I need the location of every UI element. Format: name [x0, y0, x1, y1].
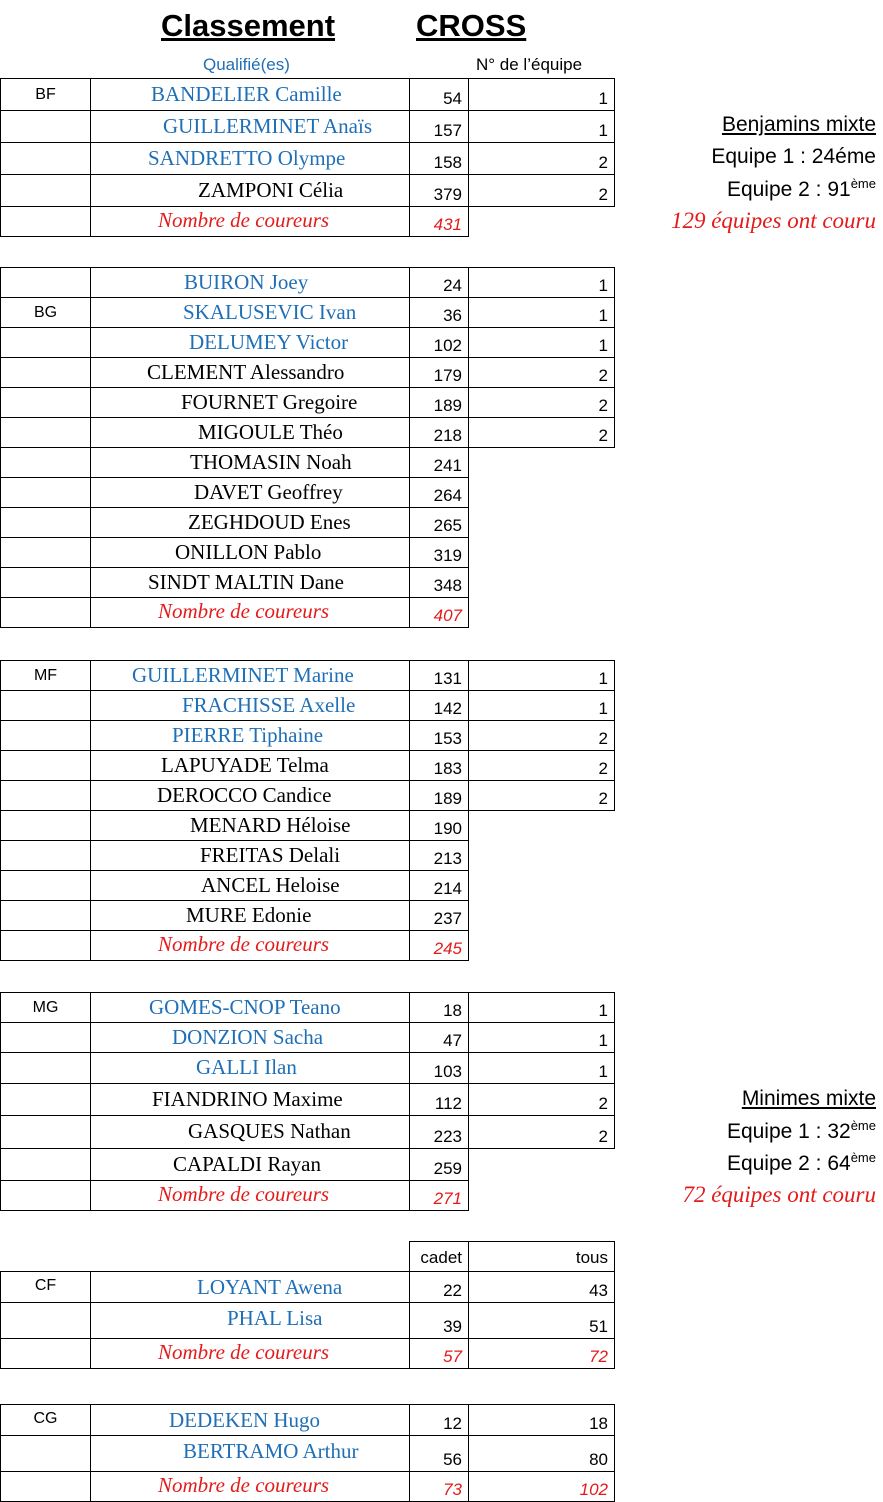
- team-number: 2: [598, 759, 608, 778]
- total-cadet: 73: [443, 1480, 462, 1499]
- rank-cell: [409, 810, 469, 841]
- category-label: BG: [33, 304, 58, 321]
- benjamins-team2-sup: ème: [850, 176, 876, 191]
- team-number: 2: [598, 789, 608, 808]
- cadet-rank-cell: [409, 1404, 469, 1436]
- category-cell: [0, 507, 91, 538]
- name-cell: [90, 507, 410, 538]
- page-title-classement: Classement: [161, 8, 336, 43]
- runner-rank: 379: [433, 185, 462, 204]
- category-cell: [0, 1404, 91, 1436]
- team-number: 1: [598, 669, 608, 688]
- name-cell: [90, 840, 410, 871]
- minimes-teams-ran: 72 équipes ont couru: [682, 1182, 876, 1207]
- team-number: 1: [598, 121, 608, 140]
- runner-name: BUIRON Joey: [184, 270, 309, 294]
- runner-name: BERTRAMO Arthur: [183, 1439, 359, 1463]
- total-cell: [409, 930, 469, 961]
- rank-cell: [409, 750, 469, 781]
- category-cell: [0, 992, 91, 1023]
- tous-rank: 80: [589, 1450, 608, 1469]
- category-cell: [0, 1052, 91, 1084]
- runner-rank: 157: [433, 121, 462, 140]
- category-cell: [0, 930, 91, 961]
- minimes-team2-sup: ème: [850, 1150, 876, 1165]
- name-cell: [90, 174, 410, 207]
- total-tous: 102: [579, 1480, 608, 1499]
- runner-name: DAVET Geoffrey: [194, 480, 343, 504]
- category-label: CF: [34, 1277, 57, 1294]
- runner-name: SKALUSEVIC Ivan: [183, 300, 357, 324]
- name-cell: [90, 992, 410, 1023]
- total-label: Nombre de coureurs: [158, 932, 330, 956]
- name-cell: [90, 1271, 410, 1303]
- name-cell: [90, 477, 410, 508]
- runner-name: CLEMENT Alessandro: [147, 360, 345, 384]
- name-cell: [90, 720, 410, 751]
- team-cell: [468, 720, 615, 751]
- rank-cell: [409, 660, 469, 691]
- benjamins-team2: [727, 176, 876, 202]
- cadet-rank: 39: [443, 1317, 462, 1336]
- rank-cell: [409, 1083, 469, 1116]
- minimes-team1: [727, 1118, 876, 1144]
- total-label: Nombre de coureurs: [158, 599, 330, 623]
- benjamins-teams-ran: 129 équipes ont couru: [670, 208, 876, 233]
- total-cell: [409, 1338, 469, 1369]
- runner-rank: 264: [433, 486, 462, 505]
- tous-rank-cell: [468, 1271, 615, 1303]
- name-cell: [90, 1022, 410, 1053]
- team-cell: [468, 1022, 615, 1053]
- runner-name: LOYANT Awena: [197, 1275, 343, 1299]
- runner-name: MURE Edonie: [186, 903, 312, 927]
- team-number: 1: [598, 1001, 608, 1020]
- category-cell: [0, 357, 91, 388]
- cadet-header-cell: [409, 1241, 469, 1272]
- cadet-rank: 22: [443, 1281, 462, 1300]
- runner-rank: 158: [433, 153, 462, 172]
- runner-name: CAPALDI Rayan: [173, 1152, 321, 1176]
- name-cell: [90, 870, 410, 901]
- total-tous: 72: [589, 1347, 608, 1366]
- name-cell: [90, 110, 410, 143]
- rank-cell: [409, 1148, 469, 1181]
- team-number: 2: [598, 1127, 608, 1146]
- page-title-cross: CROSS: [416, 8, 527, 43]
- runner-name: FIANDRINO Maxime: [152, 1087, 343, 1111]
- runner-rank: 214: [433, 879, 462, 898]
- team-cell: [468, 327, 615, 358]
- team-cell: [468, 174, 615, 207]
- team-cell: [468, 1052, 615, 1084]
- total-label-cell: [90, 1471, 410, 1502]
- category-cell: [0, 142, 91, 175]
- rank-cell: [409, 110, 469, 143]
- name-cell: [90, 567, 410, 598]
- rank-cell: [409, 780, 469, 811]
- team-number: 1: [598, 699, 608, 718]
- runner-name: FREITAS Delali: [200, 843, 341, 867]
- runner-name: MENARD Héloise: [190, 813, 351, 837]
- team-number: 2: [598, 185, 608, 204]
- team-number: 1: [598, 276, 608, 295]
- qualified-column-header: Qualifié(es): [203, 55, 290, 74]
- category-cell: [0, 537, 91, 568]
- runner-rank: 112: [434, 1094, 462, 1113]
- rank-cell: [409, 1052, 469, 1084]
- runner-name: GALLI Ilan: [196, 1055, 297, 1079]
- total-label: Nombre de coureurs: [158, 1340, 330, 1364]
- name-cell: [90, 1148, 410, 1181]
- team-number: 2: [598, 153, 608, 172]
- minimes-title: Minimes mixte: [741, 1087, 876, 1110]
- rank-cell: [409, 417, 469, 448]
- runner-rank: 102: [433, 336, 462, 355]
- total-label-cell: [90, 206, 410, 237]
- tous-rank: 51: [589, 1317, 608, 1336]
- runner-rank: 189: [433, 396, 462, 415]
- category-cell: [0, 690, 91, 721]
- runner-rank: 213: [433, 849, 462, 868]
- runner-rank: 190: [433, 819, 462, 838]
- category-cell: [0, 900, 91, 931]
- team-number: 1: [598, 1062, 608, 1081]
- category-cell: [0, 780, 91, 811]
- runner-name: DONZION Sacha: [172, 1025, 324, 1049]
- total-cadet: 57: [443, 1347, 462, 1366]
- category-cell: [0, 1271, 91, 1303]
- runner-rank: 218: [433, 426, 462, 445]
- runner-rank: 103: [433, 1062, 462, 1081]
- team-number: 2: [598, 396, 608, 415]
- runner-name: FOURNET Gregoire: [181, 390, 358, 414]
- runner-name: ONILLON Pablo: [175, 540, 322, 564]
- total-label: Nombre de coureurs: [158, 208, 330, 232]
- name-cell: [90, 810, 410, 841]
- category-cell: [0, 267, 91, 298]
- team-cell: [468, 690, 615, 721]
- category-cell: [0, 447, 91, 478]
- total-cell: [468, 1338, 615, 1369]
- total-label: Nombre de coureurs: [158, 1473, 330, 1497]
- runner-rank: 54: [443, 89, 462, 108]
- name-cell: [90, 142, 410, 175]
- category-cell: [0, 567, 91, 598]
- runner-name: LAPUYADE Telma: [161, 753, 329, 777]
- runner-name: PIERRE Tiphaine: [172, 723, 324, 747]
- category-cell: [0, 1022, 91, 1053]
- category-cell: [0, 1338, 91, 1369]
- total-runners: 271: [433, 1189, 462, 1208]
- name-cell: [90, 447, 410, 478]
- runner-rank: 24: [443, 276, 462, 295]
- rank-cell: [409, 900, 469, 931]
- minimes-team2-text: Equipe 2 : 64: [726, 1152, 851, 1175]
- category-label: MG: [32, 999, 59, 1016]
- total-label-cell: [90, 930, 410, 961]
- category-cell: [0, 720, 91, 751]
- runner-name: ZEGHDOUD Enes: [188, 510, 351, 534]
- total-label: Nombre de coureurs: [158, 1182, 330, 1206]
- runner-name: ZAMPONI Célia: [198, 178, 344, 202]
- name-cell: [90, 327, 410, 358]
- name-cell: [90, 537, 410, 568]
- name-cell: [90, 357, 410, 388]
- total-cell: [409, 206, 469, 237]
- name-cell: [90, 267, 410, 298]
- cadet-column-header: cadet: [420, 1248, 462, 1267]
- category-cell: [0, 1302, 91, 1339]
- team-cell: [468, 78, 615, 111]
- tous-rank: 43: [589, 1281, 608, 1300]
- total-label-cell: [90, 1180, 410, 1211]
- runner-name: DEDEKEN Hugo: [169, 1408, 321, 1432]
- name-cell: [90, 1302, 410, 1339]
- total-cell: [409, 1471, 469, 1502]
- runner-name: SANDRETTO Olympe: [148, 146, 346, 170]
- tous-header-cell: [468, 1241, 615, 1272]
- category-cell: [0, 1115, 91, 1149]
- rank-cell: [409, 142, 469, 175]
- category-cell: [0, 417, 91, 448]
- total-cell: [409, 1180, 469, 1211]
- runner-rank: 319: [433, 546, 462, 565]
- name-cell: [90, 1435, 410, 1472]
- name-cell: [90, 780, 410, 811]
- category-cell: [0, 110, 91, 143]
- team-cell: [468, 992, 615, 1023]
- tous-rank: 18: [589, 1414, 608, 1433]
- runner-rank: 259: [433, 1159, 462, 1178]
- total-cell: [468, 1471, 615, 1502]
- rank-cell: [409, 174, 469, 207]
- name-cell: [90, 78, 410, 111]
- runner-rank: 348: [433, 576, 462, 595]
- runner-name: DEROCCO Candice: [157, 783, 332, 807]
- category-label: MF: [33, 667, 58, 684]
- name-cell: [90, 750, 410, 781]
- name-cell: [90, 387, 410, 418]
- cadet-rank-cell: [409, 1271, 469, 1303]
- name-cell: [90, 1083, 410, 1116]
- benjamins-team1: Equipe 1 : 24éme: [711, 145, 876, 168]
- category-cell: [0, 1435, 91, 1472]
- team-cell: [468, 297, 615, 328]
- minimes-team2: [727, 1150, 876, 1176]
- category-cell: [0, 660, 91, 691]
- category-cell: [0, 327, 91, 358]
- rank-cell: [409, 477, 469, 508]
- minimes-team1-sup: ème: [850, 1118, 876, 1133]
- team-number: 2: [598, 729, 608, 748]
- category-cell: [0, 810, 91, 841]
- rank-cell: [409, 297, 469, 328]
- runner-name: THOMASIN Noah: [190, 450, 352, 474]
- runner-name: SINDT MALTIN Dane: [148, 570, 344, 594]
- name-cell: [90, 1052, 410, 1084]
- category-cell: [0, 870, 91, 901]
- benjamins-title: Benjamins mixte: [721, 113, 876, 136]
- tous-column-header: tous: [575, 1248, 608, 1267]
- rank-cell: [409, 567, 469, 598]
- name-cell: [90, 417, 410, 448]
- rank-cell: [409, 992, 469, 1023]
- runner-name: ANCEL Heloise: [201, 873, 340, 897]
- rank-cell: [409, 690, 469, 721]
- category-label: CG: [33, 1410, 58, 1427]
- tous-rank-cell: [468, 1435, 615, 1472]
- team-cell: [468, 357, 615, 388]
- team-cell: [468, 387, 615, 418]
- runner-name: DELUMEY Victor: [189, 330, 349, 354]
- total-label-cell: [90, 1338, 410, 1369]
- tous-rank-cell: [468, 1404, 615, 1436]
- category-cell: [0, 206, 91, 237]
- rank-cell: [409, 870, 469, 901]
- runner-name: GUILLERMINET Anaïs: [163, 114, 373, 138]
- team-cell: [468, 750, 615, 781]
- runner-rank: 237: [433, 909, 462, 928]
- benjamins-team2-text: Equipe 2 : 91: [726, 178, 851, 201]
- runner-rank: 265: [433, 516, 462, 535]
- name-cell: [90, 900, 410, 931]
- category-cell: [0, 1471, 91, 1502]
- runner-rank: 47: [443, 1031, 462, 1050]
- rank-cell: [409, 267, 469, 298]
- team-number: 1: [598, 336, 608, 355]
- team-number-column-header: N° de l’équipe: [476, 55, 583, 74]
- team-number: 1: [598, 89, 608, 108]
- runner-rank: 18: [443, 1001, 462, 1020]
- category-cell: [0, 78, 91, 111]
- team-cell: [468, 110, 615, 143]
- cadet-rank: 56: [443, 1450, 462, 1469]
- runner-name: GOMES-CNOP Teano: [149, 995, 341, 1019]
- team-number: 2: [598, 426, 608, 445]
- runner-rank: 179: [433, 366, 462, 385]
- name-cell: [90, 297, 410, 328]
- name-cell: [90, 660, 410, 691]
- rank-cell: [409, 327, 469, 358]
- team-cell: [468, 1083, 615, 1116]
- team-cell: [468, 267, 615, 298]
- team-cell: [468, 780, 615, 811]
- tous-rank-cell: [468, 1302, 615, 1339]
- category-cell: [0, 477, 91, 508]
- category-cell: [0, 597, 91, 628]
- category-cell: [0, 297, 91, 328]
- total-runners: 407: [433, 606, 462, 625]
- rank-cell: [409, 387, 469, 418]
- runner-rank: 183: [433, 759, 462, 778]
- runner-name: BANDELIER Camille: [151, 82, 342, 106]
- category-cell: [0, 1148, 91, 1181]
- team-cell: [468, 660, 615, 691]
- runner-rank: 142: [433, 699, 462, 718]
- cadet-rank: 12: [443, 1414, 462, 1433]
- rank-cell: [409, 447, 469, 478]
- runner-name: GUILLERMINET Marine: [132, 663, 354, 687]
- name-cell: [90, 690, 410, 721]
- team-number: 1: [598, 306, 608, 325]
- rank-cell: [409, 78, 469, 111]
- rank-cell: [409, 1115, 469, 1149]
- rank-cell: [409, 840, 469, 871]
- team-cell: [468, 142, 615, 175]
- runner-rank: 223: [433, 1127, 462, 1146]
- team-cell: [468, 417, 615, 448]
- runner-name: PHAL Lisa: [227, 1306, 323, 1330]
- total-label-cell: [90, 597, 410, 628]
- category-cell: [0, 840, 91, 871]
- category-cell: [0, 750, 91, 781]
- rank-cell: [409, 720, 469, 751]
- minimes-team1-text: Equipe 1 : 32: [726, 1120, 851, 1143]
- category-cell: [0, 1083, 91, 1116]
- runner-rank: 153: [433, 729, 462, 748]
- rank-cell: [409, 507, 469, 538]
- team-number: 2: [598, 1094, 608, 1113]
- category-cell: [0, 387, 91, 418]
- runner-name: FRACHISSE Axelle: [182, 693, 356, 717]
- total-runners: 431: [433, 215, 462, 234]
- category-cell: [0, 1180, 91, 1211]
- rank-cell: [409, 357, 469, 388]
- runner-rank: 189: [433, 789, 462, 808]
- cadet-rank-cell: [409, 1435, 469, 1472]
- runner-rank: 241: [433, 456, 462, 475]
- total-cell: [409, 597, 469, 628]
- team-number: 1: [598, 1031, 608, 1050]
- name-cell: [90, 1115, 410, 1149]
- team-number: 2: [598, 366, 608, 385]
- cadet-rank-cell: [409, 1302, 469, 1339]
- name-cell: [90, 1404, 410, 1436]
- rank-cell: [409, 537, 469, 568]
- total-runners: 245: [433, 939, 462, 958]
- runner-name: MIGOULE Théo: [198, 420, 343, 444]
- category-label: BF: [35, 86, 56, 103]
- rank-cell: [409, 1022, 469, 1053]
- team-cell: [468, 1115, 615, 1149]
- runner-rank: 36: [443, 306, 462, 325]
- runner-name: GASQUES Nathan: [188, 1119, 351, 1143]
- runner-rank: 131: [433, 669, 462, 688]
- category-cell: [0, 174, 91, 207]
